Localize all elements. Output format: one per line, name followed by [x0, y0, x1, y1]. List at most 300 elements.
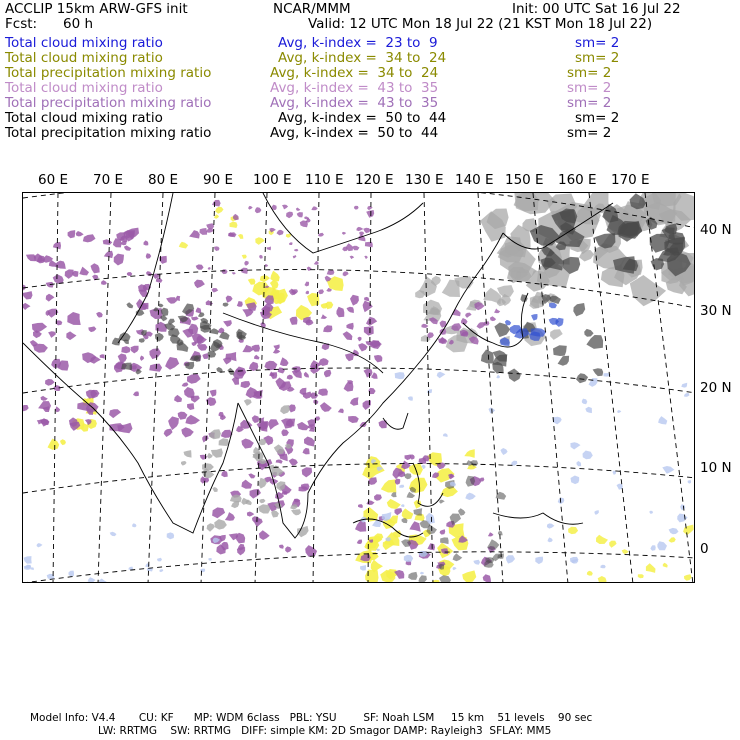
- precip-purple: [124, 246, 131, 251]
- cloud-lightblue: [465, 493, 476, 500]
- cloud-gray-light: [423, 300, 442, 316]
- precip-gray: [259, 439, 266, 446]
- precip-purple: [357, 337, 361, 342]
- precip-purple: [354, 206, 359, 210]
- precip-gray: [210, 328, 219, 334]
- field-name: Total cloud mixing ratio: [5, 110, 163, 126]
- precip-purple: [241, 381, 251, 388]
- longitude-label: 100 E: [253, 172, 292, 188]
- precip-purple: [109, 409, 121, 418]
- cloud-yellow: [248, 279, 256, 285]
- precip-purple: [143, 240, 148, 245]
- cloud-lightblue: [506, 555, 515, 563]
- valid-time: Valid: 12 UTC Mon 18 Jul 22 (21 KST Mon 18 Jul 22): [308, 16, 653, 32]
- precip-purple: [359, 232, 364, 236]
- precip-purple: [214, 246, 220, 251]
- precip-purple: [300, 388, 307, 395]
- precip-purple: [114, 254, 124, 266]
- longitude-label: 90 E: [203, 172, 233, 188]
- cloud-lightblue: [688, 480, 691, 483]
- precip-purple: [267, 247, 271, 251]
- precip-purple: [101, 280, 107, 285]
- precip-purple: [364, 326, 374, 336]
- cloud-lightblue: [399, 485, 404, 488]
- cloud-gray-light: [579, 250, 594, 262]
- precip-purple: [323, 325, 332, 332]
- precip-purple: [33, 330, 42, 338]
- precip-purple: [494, 309, 500, 314]
- init-time: Init: 00 UTC Sat 16 Jul 22: [512, 1, 681, 17]
- precip-purple: [346, 243, 353, 251]
- cloud-yellow: [362, 463, 385, 479]
- precip-purple: [461, 318, 468, 325]
- cloud-yellow: [229, 222, 237, 228]
- precip-purple: [282, 205, 288, 210]
- cloud-lightblue: [585, 407, 592, 413]
- cloud-lightblue: [617, 410, 621, 413]
- precip-purple: [166, 297, 177, 304]
- cloud-yellow: [215, 207, 223, 214]
- precip-gray: [413, 508, 422, 515]
- precip-gray: [408, 572, 417, 580]
- precip-purple: [451, 323, 461, 331]
- precip-gray: [212, 487, 217, 492]
- cloud-yellow: [179, 242, 188, 249]
- longitude-label: 80 E: [148, 172, 178, 188]
- field-smoothing: sm= 2: [567, 125, 612, 141]
- cloud-yellow: [387, 499, 401, 509]
- precip-purple: [41, 418, 49, 426]
- field-name: Total precipitation mixing ratio: [5, 65, 212, 81]
- precip-gray: [259, 499, 265, 503]
- precip-purple: [79, 267, 89, 276]
- precip-purple: [55, 406, 60, 412]
- cloud-yellow: [402, 508, 414, 519]
- cloud-gray-dark: [576, 373, 588, 383]
- precip-purple: [76, 231, 84, 236]
- precip-purple: [365, 242, 373, 247]
- precip-purple: [305, 545, 317, 557]
- cloud-yellow: [242, 255, 247, 259]
- cloud-lightblue: [677, 514, 687, 523]
- precip-purple: [182, 329, 193, 338]
- precip-purple: [219, 412, 224, 417]
- precip-purple: [304, 372, 309, 378]
- precip-purple: [46, 282, 54, 288]
- precip-purple: [490, 316, 496, 321]
- precip-purple: [356, 227, 363, 231]
- precip-purple: [366, 210, 374, 218]
- cloud-yellow: [638, 574, 644, 578]
- map-panel: [22, 192, 695, 583]
- precip-purple: [140, 356, 144, 361]
- cloud-lightblue: [132, 523, 136, 527]
- precip-gray: [407, 492, 416, 498]
- cloud-lightblue: [582, 399, 588, 405]
- cloud-yellow: [568, 527, 578, 534]
- precip-purple: [363, 228, 371, 233]
- cloud-lightblue: [401, 504, 404, 507]
- precip-gray: [440, 537, 449, 544]
- precip-purple: [202, 353, 208, 359]
- precip-purple: [350, 397, 359, 406]
- cloud-yellow: [462, 570, 476, 582]
- precip-gray: [207, 523, 215, 532]
- precip-purple: [182, 382, 189, 386]
- precip-purple: [23, 405, 29, 411]
- precip-purple: [285, 546, 291, 552]
- precip-purple: [197, 335, 207, 345]
- precip-purple: [307, 267, 312, 272]
- cloud-gray-dark: [508, 369, 521, 382]
- cloud-lightblue: [649, 511, 653, 514]
- precip-purple: [318, 233, 324, 237]
- precip-purple: [197, 344, 208, 351]
- cloud-lightblue: [571, 476, 580, 485]
- precip-purple: [146, 253, 151, 259]
- precip-purple: [48, 331, 56, 338]
- precip-purple: [187, 403, 194, 410]
- precip-purple: [350, 295, 359, 306]
- precip-purple: [305, 291, 309, 294]
- field-name: Total precipitation mixing ratio: [5, 125, 212, 141]
- cloud-gray-light: [415, 290, 425, 298]
- precip-purple: [304, 216, 309, 219]
- precip-purple: [374, 494, 382, 501]
- field-k-index: Avg, k-index = 43 to 35: [270, 95, 439, 111]
- precip-purple: [358, 504, 363, 508]
- precip-purple: [302, 467, 312, 477]
- graticule-line: [23, 464, 695, 493]
- field-k-index: Avg, k-index = 50 to 44: [270, 125, 439, 141]
- precip-purple: [327, 270, 335, 275]
- precip-purple: [364, 256, 368, 260]
- precip-purple: [67, 312, 80, 325]
- cloud-yellow: [596, 535, 608, 544]
- longitude-label: 130 E: [405, 172, 444, 188]
- precip-gray: [280, 405, 290, 414]
- precip-gray: [391, 492, 397, 497]
- precip-purple: [189, 230, 200, 238]
- precip-purple: [314, 261, 319, 265]
- precip-purple: [113, 238, 122, 247]
- precip-purple: [237, 301, 243, 307]
- cloud-lightblue: [437, 372, 446, 379]
- precip-purple: [366, 500, 374, 505]
- cloud-yellow: [260, 275, 270, 282]
- precip-purple: [255, 207, 262, 213]
- precip-purple: [290, 317, 298, 325]
- precip-purple: [296, 208, 301, 211]
- precip-purple: [347, 307, 354, 313]
- precip-purple: [293, 255, 297, 258]
- precip-purple: [289, 242, 292, 245]
- precip-purple: [228, 232, 236, 237]
- precip-purple: [242, 345, 253, 352]
- precip-purple: [212, 507, 225, 518]
- cloud-lightblue: [167, 532, 174, 539]
- model-info-line1: Model Info: V4.4 CU: KF MP: WDM 6class PBL: YSU SF: Noah LSM 15 km 51 levels 90 sec: [30, 712, 593, 724]
- graticule-line: [23, 270, 695, 308]
- coastline: [493, 513, 583, 524]
- precip-gray: [258, 504, 270, 513]
- cloud-lightblue: [24, 556, 32, 564]
- field-name: Total cloud mixing ratio: [5, 50, 163, 66]
- precip-purple: [280, 357, 289, 366]
- cloud-lightblue: [37, 543, 43, 547]
- precip-purple: [241, 439, 253, 449]
- precip-gray: [153, 307, 158, 311]
- precip-purple: [100, 354, 105, 358]
- latitude-label: 0: [700, 541, 709, 557]
- cloud-yellow: [683, 525, 694, 536]
- graticule-line: [98, 193, 111, 583]
- precip-purple: [259, 255, 263, 259]
- precip-purple: [343, 271, 349, 276]
- cloud-yellow: [48, 439, 60, 450]
- field-k-index: Avg, k-index = 43 to 35: [270, 80, 439, 96]
- cloud-lightblue: [376, 549, 380, 552]
- precip-gray: [418, 575, 427, 583]
- model-title: ACCLIP 15km ARW-GFS init: [5, 1, 188, 17]
- precip-purple: [355, 521, 366, 532]
- precip-purple: [438, 338, 447, 344]
- precip-gray: [271, 510, 279, 517]
- precip-purple: [206, 300, 213, 305]
- cloud-lightblue: [658, 416, 667, 424]
- precip-purple: [344, 382, 354, 392]
- precip-purple: [294, 249, 298, 252]
- precip-purple: [212, 200, 221, 207]
- field-k-index: Avg, k-index = 34 to 24: [270, 65, 439, 81]
- precip-purple: [287, 375, 293, 380]
- precip-purple: [165, 357, 179, 370]
- precip-purple: [196, 264, 204, 269]
- precip-purple: [241, 480, 252, 489]
- field-k-index: Avg, k-index = 50 to 44: [278, 110, 447, 126]
- precip-purple: [212, 288, 219, 293]
- longitude-label: 60 E: [38, 172, 68, 188]
- model-info-line2: LW: RRTMG SW: RRTMG DIFF: simple KM: 2D Smagor DAMP: Rayleigh3 SFLAY: MM5: [98, 725, 552, 737]
- precip-purple: [168, 416, 179, 430]
- precip-purple: [297, 212, 303, 217]
- precip-purple: [127, 272, 132, 276]
- precip-gray: [223, 303, 229, 307]
- cloud-gray-light: [550, 329, 563, 340]
- cloud-blue: [531, 314, 537, 321]
- precip-purple: [194, 280, 205, 289]
- precip-purple: [254, 355, 260, 360]
- precip-purple: [23, 303, 31, 310]
- precip-purple: [311, 206, 317, 210]
- field-k-index: Avg, k-index = 34 to 24: [278, 50, 447, 66]
- longitude-label: 70 E: [93, 172, 123, 188]
- precip-purple: [223, 320, 232, 327]
- latitude-label: 40 N: [700, 222, 732, 238]
- precip-purple: [121, 241, 127, 246]
- precip-purple: [374, 355, 383, 362]
- precip-purple: [297, 422, 309, 430]
- precip-purple: [320, 402, 332, 412]
- longitude-label: 110 E: [305, 172, 344, 188]
- field-smoothing: sm= 2: [567, 65, 612, 81]
- cloud-yellow: [609, 541, 616, 548]
- precip-purple: [23, 291, 33, 299]
- precip-purple: [226, 296, 233, 303]
- field-smoothing: sm= 2: [575, 50, 620, 66]
- precip-purple: [268, 419, 279, 430]
- cloud-lightblue: [443, 433, 448, 437]
- field-name: Total cloud mixing ratio: [5, 80, 163, 96]
- precip-purple: [259, 530, 270, 540]
- precip-gray: [439, 575, 451, 583]
- precip-gray: [126, 302, 133, 308]
- cloud-lightblue: [372, 520, 381, 527]
- precip-gray: [404, 473, 411, 479]
- precip-purple: [357, 540, 362, 545]
- precip-gray: [230, 495, 242, 503]
- cloud-yellow: [646, 563, 656, 573]
- longitude-label: 120 E: [355, 172, 394, 188]
- cloud-yellow: [684, 574, 692, 580]
- precip-gray: [214, 519, 227, 530]
- precip-purple: [348, 416, 359, 423]
- precip-purple: [53, 274, 64, 284]
- precip-purple: [225, 512, 235, 521]
- precip-purple: [248, 206, 253, 210]
- precip-purple: [305, 282, 310, 287]
- precip-purple: [103, 239, 113, 245]
- precip-purple: [45, 379, 55, 386]
- precip-purple: [249, 362, 258, 371]
- longitude-label: 170 E: [611, 172, 650, 188]
- cloud-lightblue: [669, 528, 679, 534]
- precip-purple: [410, 454, 415, 460]
- precip-gray: [439, 500, 445, 504]
- precip-purple: [210, 390, 217, 397]
- map-plot: [23, 193, 695, 583]
- precip-purple: [264, 361, 277, 371]
- precip-purple: [241, 268, 248, 274]
- precip-purple: [232, 272, 236, 274]
- precip-purple: [83, 234, 96, 242]
- cloud-yellow: [270, 271, 279, 282]
- cloud-lightblue: [662, 466, 674, 474]
- cloud-yellow: [464, 449, 475, 458]
- precip-purple: [257, 421, 268, 432]
- precip-gray: [209, 429, 221, 439]
- precip-purple: [277, 230, 284, 236]
- precip-purple: [363, 301, 373, 313]
- precip-purple: [133, 392, 139, 397]
- precip-purple: [483, 574, 491, 583]
- field-smoothing: sm= 2: [567, 80, 612, 96]
- precip-purple: [221, 269, 227, 274]
- field-name: Total precipitation mixing ratio: [5, 95, 212, 111]
- cloud-yellow: [326, 302, 334, 310]
- precip-gray: [453, 553, 463, 561]
- precip-purple: [65, 269, 74, 279]
- precip-purple: [187, 374, 201, 384]
- precip-purple: [336, 307, 344, 318]
- precip-gray: [291, 509, 301, 515]
- cloud-lightblue: [589, 378, 598, 387]
- precip-purple: [367, 206, 373, 210]
- cloud-lightblue: [360, 565, 366, 571]
- precip-purple: [252, 415, 260, 423]
- cloud-lightblue: [99, 579, 108, 584]
- precip-gray: [207, 453, 213, 459]
- graticule-line: [148, 193, 163, 583]
- precip-purple: [66, 331, 76, 340]
- precip-gray: [184, 450, 192, 458]
- precip-purple: [358, 343, 368, 351]
- precip-purple: [366, 317, 377, 326]
- precip-purple: [304, 437, 315, 447]
- cloud-lightblue: [600, 565, 605, 569]
- precip-gray: [181, 461, 187, 466]
- precip-purple: [346, 323, 353, 330]
- cloud-lightblue: [496, 375, 500, 379]
- cloud-lightblue: [680, 504, 685, 510]
- precip-purple: [276, 460, 283, 464]
- coastline: [383, 413, 408, 429]
- cloud-lightblue: [548, 537, 553, 542]
- cloud-lightblue: [453, 567, 457, 570]
- precip-purple: [395, 508, 403, 515]
- precip-purple: [364, 369, 373, 378]
- precip-purple: [178, 412, 188, 420]
- precip-purple: [364, 297, 369, 301]
- precip-purple: [164, 429, 173, 437]
- cloud-lightblue: [427, 389, 432, 393]
- precip-purple: [199, 228, 207, 235]
- cloud-lightblue: [159, 569, 163, 572]
- precip-purple: [465, 313, 471, 318]
- cloud-lightblue: [684, 393, 690, 397]
- precip-purple: [352, 246, 359, 251]
- cloud-yellow: [255, 237, 264, 245]
- precip-purple: [91, 263, 100, 273]
- precip-purple: [185, 415, 200, 425]
- precip-purple: [208, 267, 211, 270]
- precip-purple: [324, 370, 331, 378]
- precip-purple: [343, 331, 353, 340]
- cloud-yellow: [238, 234, 243, 239]
- precip-purple: [174, 395, 182, 402]
- cloud-yellow: [60, 439, 66, 445]
- precip-purple: [131, 346, 139, 354]
- latitude-label: 10 N: [700, 460, 732, 476]
- precip-gray: [498, 531, 503, 536]
- cloud-lightblue: [500, 448, 507, 455]
- precip-gray: [297, 526, 309, 537]
- precip-purple: [221, 471, 228, 478]
- precip-purple: [318, 389, 328, 396]
- longitude-label: 150 E: [505, 172, 544, 188]
- cloud-lightblue: [583, 451, 593, 460]
- forecast-label: Fcst:: [5, 16, 38, 32]
- precip-purple: [321, 314, 327, 319]
- cloud-lightblue: [404, 555, 413, 562]
- precip-purple: [121, 346, 130, 353]
- precip-purple: [278, 367, 285, 373]
- cloud-gray-dark: [558, 356, 570, 366]
- cloud-lightblue: [68, 571, 74, 577]
- precip-gray: [202, 463, 214, 470]
- precip-gray: [274, 444, 285, 454]
- longitude-label: 140 E: [455, 172, 494, 188]
